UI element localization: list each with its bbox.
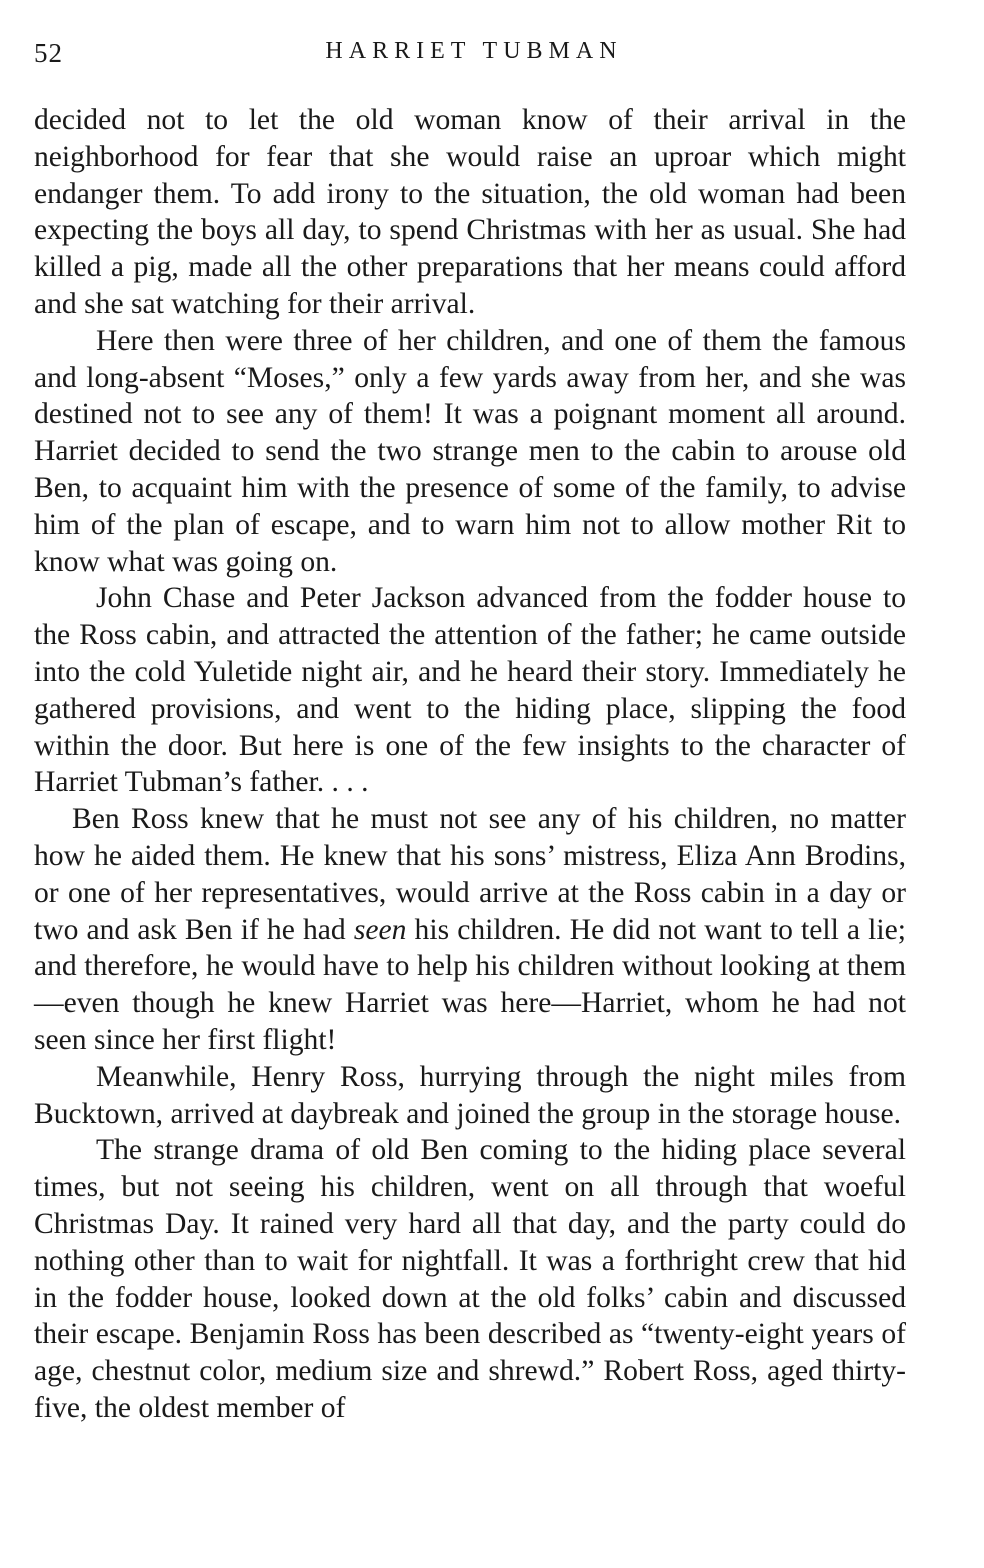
italic-emphasis: seen bbox=[353, 913, 407, 946]
paragraph: John Chase and Peter Jackson advanced from the fodder house to the Ross cabin, and attracted the attention of the father; he came outside into the cold Yuletide night air, and he heard their story. Immediately he gathered provisions, and went to the hiding place, slipping the food within the door. But here is one of the few insights to the character of Harriet Tubman’s father. . . . bbox=[34, 582, 906, 799]
paragraph: The strange drama of old Ben coming to the hiding place several times, but not seeing his children, went on all through that woeful Christmas Day. It rained very hard all that day, and the party could do nothing other than to wait for nightfall. It was a forthright crew that hid in the fodder house, looked down at the old folks’ cabin and discussed their escape. Benjamin Ross has been described as “twenty-eight years of age, chestnut color, medium size and shrewd.” Robert Ross, aged thirty-five, the oldest member of bbox=[34, 1134, 906, 1424]
running-head bbox=[34, 38, 914, 78]
page-number: 52 bbox=[34, 38, 63, 68]
running-head-title: HARRIET TUBMAN bbox=[325, 38, 623, 64]
paragraph-continuation: decided not to let the old woman know of their arrival in the neighborhood for fear that she would raise an uproar which might endanger them. To add irony to the situation, the old woman had been expecting the boys all day, to spend Christmas with her as usual. She had killed a pig, made all the other preparations that her means could afford and she sat watching for their arrival. bbox=[34, 104, 906, 320]
body-text bbox=[34, 102, 906, 1427]
paragraph bbox=[34, 801, 906, 1059]
paragraph: Here then were three of her children, and one of them the famous and long-absent “Moses,” only a few yards away from her, and she was destined not to see any of them! It was a poignant moment all around. Harriet decided to send the two strange men to the cabin to arouse old Ben, to acquaint him with the presence of some of the family, to advise him of the plan of escape, and to warn him not to allow mother Rit to know what was going on. bbox=[34, 324, 906, 578]
paragraph: Meanwhile, Henry Ross, hurrying through the night miles from Bucktown, arrived at daybreak and joined the group in the storage house. bbox=[34, 1060, 906, 1130]
paragraph-text: Ben Ross knew that he must not see any of his children, no matter how he aided them. He knew that his sons’ mistress, Eliza Ann Brodins, or one of her representatives, would arrive at the Ross cabin in a day or two and ask Ben if he had bbox=[34, 803, 906, 946]
paragraph-text: his children. He did not want to tell a lie; and therefore, he would have to help his children without looking at them—even though he knew Harriet was here—Harriet, whom he had not seen since her first flight! bbox=[34, 913, 906, 1056]
